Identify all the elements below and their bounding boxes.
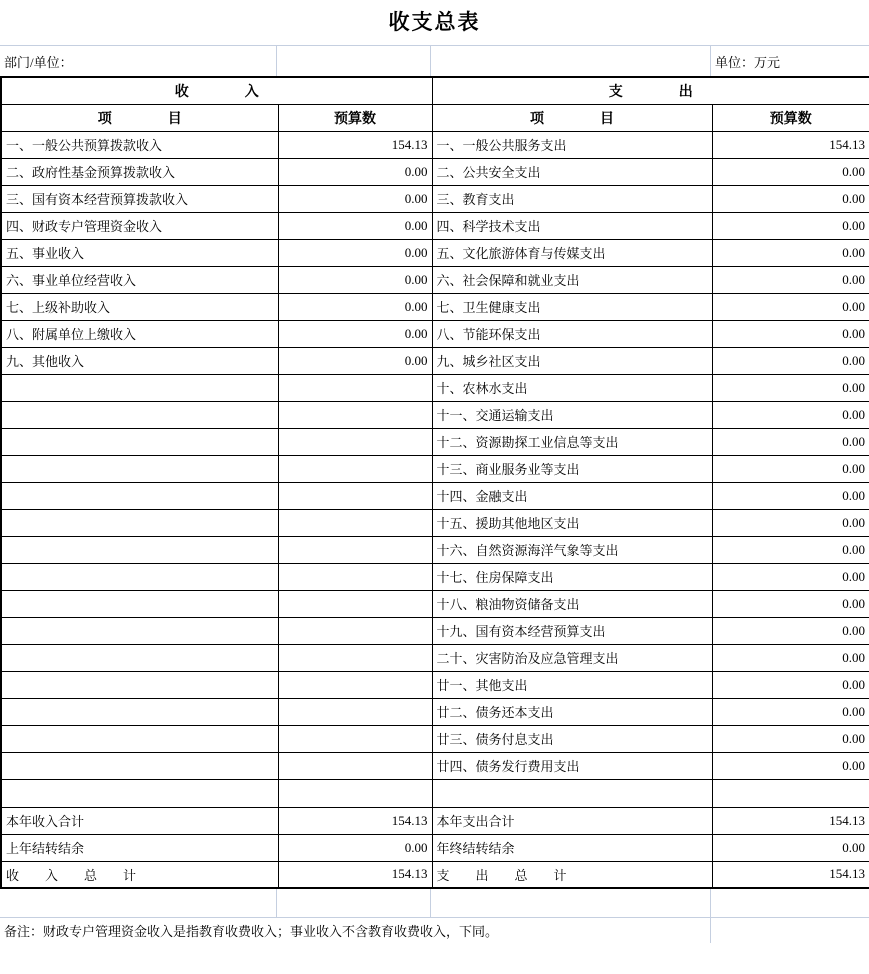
- expense-item-cell: 廿三、债务付息支出: [432, 725, 712, 752]
- empty-cell: [277, 889, 431, 917]
- table-row: [1, 212, 869, 239]
- income-value-cell: [278, 590, 432, 617]
- expense-item-cell: 廿二、债务还本支出: [432, 698, 712, 725]
- table-row: [1, 725, 869, 752]
- expense-value-cell: 0.00: [712, 536, 869, 563]
- income-value-cell: 0.00: [278, 347, 432, 374]
- expense-item-cell: 一、一般公共服务支出: [432, 131, 712, 158]
- unit-label: 单位：万元: [715, 54, 781, 70]
- expense-value-cell: 0.00: [712, 698, 869, 725]
- expense-item-cell: 支 出 总 计: [432, 861, 712, 888]
- table-row: [1, 698, 869, 725]
- income-value-cell: [278, 509, 432, 536]
- expense-value-cell: 0.00: [712, 644, 869, 671]
- income-value-cell: 154.13: [278, 861, 432, 888]
- income-item-cell: 五、事业收入: [1, 239, 278, 266]
- section-header-row: [1, 77, 869, 104]
- income-item-cell: [1, 698, 278, 725]
- expense-value-cell: 0.00: [712, 671, 869, 698]
- income-value-cell: 154.13: [278, 131, 432, 158]
- table-row: [1, 239, 869, 266]
- income-item-cell: [1, 455, 278, 482]
- table-row: [1, 509, 869, 536]
- table-row: [1, 536, 869, 563]
- table-row: [1, 347, 869, 374]
- expense-value-cell: 0.00: [712, 752, 869, 779]
- expense-value-cell: 0.00: [712, 563, 869, 590]
- income-value-cell: [278, 455, 432, 482]
- table-row: [1, 185, 869, 212]
- income-value-cell: [278, 401, 432, 428]
- income-value-cell: 0.00: [278, 212, 432, 239]
- expense-item-cell: 八、节能环保支出: [432, 320, 712, 347]
- empty-cell: [432, 779, 712, 807]
- table-row: [1, 455, 869, 482]
- income-value-cell: [278, 617, 432, 644]
- table-row: [1, 401, 869, 428]
- expense-item-cell: 十一、交通运输支出: [432, 401, 712, 428]
- expense-item-cell: 十四、金融支出: [432, 482, 712, 509]
- expense-value-cell: 0.00: [712, 293, 869, 320]
- page-title: 收支总表: [388, 10, 481, 34]
- expense-item-cell: 四、科学技术支出: [432, 212, 712, 239]
- table-row: [1, 861, 869, 888]
- empty-cell: [712, 779, 869, 807]
- budget-table: [0, 76, 869, 889]
- income-item-cell: [1, 644, 278, 671]
- empty-cell: [278, 779, 432, 807]
- income-item-cell: [1, 563, 278, 590]
- table-row: [1, 752, 869, 779]
- expense-value-cell: 0.00: [712, 401, 869, 428]
- income-item-cell: 七、上级补助收入: [1, 293, 278, 320]
- empty-cell: [1, 779, 278, 807]
- income-item-column-header: 项 目: [1, 104, 278, 131]
- meta-empty-cell-1: [277, 46, 431, 76]
- income-item-cell: [1, 725, 278, 752]
- expense-value-cell: 0.00: [712, 239, 869, 266]
- income-item-cell: [1, 617, 278, 644]
- bottom-empty-row: [0, 889, 869, 917]
- expense-value-cell: 0.00: [712, 590, 869, 617]
- expense-value-cell: 0.00: [712, 374, 869, 401]
- income-item-cell: 本年收入合计: [1, 807, 278, 834]
- expense-value-cell: 0.00: [712, 347, 869, 374]
- income-budget-column-header: 预算数: [278, 104, 432, 131]
- expense-value-cell: 0.00: [712, 725, 869, 752]
- income-item-cell: [1, 590, 278, 617]
- expense-budget-column-header: 预算数: [712, 104, 869, 131]
- income-item-cell: [1, 752, 278, 779]
- expense-item-cell: 廿一、其他支出: [432, 671, 712, 698]
- expense-value-cell: 154.13: [712, 861, 869, 888]
- spacer-row: [1, 779, 869, 807]
- income-item-cell: [1, 536, 278, 563]
- expense-item-cell: 五、文化旅游体育与传媒支出: [432, 239, 712, 266]
- income-value-cell: [278, 671, 432, 698]
- expense-item-cell: 本年支出合计: [432, 807, 712, 834]
- expense-value-cell: 154.13: [712, 131, 869, 158]
- empty-cell: [711, 889, 869, 917]
- total-rows: [1, 807, 869, 888]
- expense-item-cell: 二十、灾害防治及应急管理支出: [432, 644, 712, 671]
- expense-item-column-header: 项 目: [432, 104, 712, 131]
- empty-cell: [711, 918, 869, 943]
- income-value-cell: [278, 482, 432, 509]
- expense-item-cell: 二、公共安全支出: [432, 158, 712, 185]
- income-value-cell: [278, 725, 432, 752]
- income-item-cell: 二、政府性基金预算拨款收入: [1, 158, 278, 185]
- table-row: [1, 266, 869, 293]
- spacer-section: [1, 779, 869, 807]
- table-row: [1, 374, 869, 401]
- income-value-cell: 154.13: [278, 807, 432, 834]
- income-value-cell: [278, 536, 432, 563]
- income-value-cell: [278, 698, 432, 725]
- income-value-cell: [278, 563, 432, 590]
- expense-section-header: 支 出: [432, 77, 869, 104]
- empty-cell: [0, 889, 277, 917]
- expense-item-cell: 九、城乡社区支出: [432, 347, 712, 374]
- expense-item-cell: 十三、商业服务业等支出: [432, 455, 712, 482]
- table-row: [1, 807, 869, 834]
- table-row: [1, 293, 869, 320]
- income-item-cell: [1, 401, 278, 428]
- expense-item-cell: 十五、援助其他地区支出: [432, 509, 712, 536]
- income-value-cell: 0.00: [278, 293, 432, 320]
- expense-item-cell: 十七、住房保障支出: [432, 563, 712, 590]
- expense-item-cell: 六、社会保障和就业支出: [432, 266, 712, 293]
- table-row: [1, 644, 869, 671]
- footnote: 备注：财政专户管理资金收入是指教育收费收入；事业收入不含教育收费收入，下同。: [0, 918, 711, 943]
- expense-value-cell: 0.00: [712, 509, 869, 536]
- table-row: [1, 590, 869, 617]
- note-row: [0, 917, 869, 943]
- expense-value-cell: 0.00: [712, 428, 869, 455]
- income-item-cell: 六、事业单位经营收入: [1, 266, 278, 293]
- column-header-row: [1, 104, 869, 131]
- income-value-cell: 0.00: [278, 239, 432, 266]
- expense-value-cell: 0.00: [712, 320, 869, 347]
- expense-value-cell: 0.00: [712, 482, 869, 509]
- table-row: [1, 131, 869, 158]
- expense-value-cell: 0.00: [712, 266, 869, 293]
- meta-row: [0, 45, 869, 76]
- expense-item-cell: 十二、资源勘探工业信息等支出: [432, 428, 712, 455]
- expense-item-cell: 七、卫生健康支出: [432, 293, 712, 320]
- income-item-cell: 收 入 总 计: [1, 861, 278, 888]
- expense-value-cell: 0.00: [712, 212, 869, 239]
- income-item-cell: [1, 671, 278, 698]
- income-value-cell: 0.00: [278, 158, 432, 185]
- expense-value-cell: 0.00: [712, 455, 869, 482]
- table-row: [1, 320, 869, 347]
- table-row: [1, 563, 869, 590]
- expense-value-cell: 0.00: [712, 834, 869, 861]
- expense-item-cell: 十八、粮油物资储备支出: [432, 590, 712, 617]
- expense-item-cell: 十、农林水支出: [432, 374, 712, 401]
- expense-value-cell: 0.00: [712, 185, 869, 212]
- expense-item-cell: 廿四、债务发行费用支出: [432, 752, 712, 779]
- income-item-cell: [1, 374, 278, 401]
- table-row: [1, 158, 869, 185]
- income-item-cell: [1, 428, 278, 455]
- income-item-cell: 九、其他收入: [1, 347, 278, 374]
- expense-value-cell: 0.00: [712, 617, 869, 644]
- income-value-cell: 0.00: [278, 185, 432, 212]
- expense-item-cell: 三、教育支出: [432, 185, 712, 212]
- income-item-cell: [1, 482, 278, 509]
- table-row: [1, 617, 869, 644]
- income-item-cell: 一、一般公共预算拨款收入: [1, 131, 278, 158]
- income-value-cell: [278, 374, 432, 401]
- income-value-cell: 0.00: [278, 834, 432, 861]
- meta-empty-cell-2: [431, 46, 711, 76]
- empty-cell: [431, 889, 711, 917]
- income-value-cell: [278, 428, 432, 455]
- income-value-cell: [278, 752, 432, 779]
- income-section-header: 收 入: [1, 77, 432, 104]
- income-item-cell: 上年结转结余: [1, 834, 278, 861]
- income-value-cell: [278, 644, 432, 671]
- table-row: [1, 482, 869, 509]
- expense-item-cell: 十九、国有资本经营预算支出: [432, 617, 712, 644]
- income-value-cell: 0.00: [278, 320, 432, 347]
- data-rows: [1, 131, 869, 779]
- table-row: [1, 671, 869, 698]
- income-item-cell: 四、财政专户管理资金收入: [1, 212, 278, 239]
- income-item-cell: 八、附属单位上缴收入: [1, 320, 278, 347]
- expense-item-cell: 十六、自然资源海洋气象等支出: [432, 536, 712, 563]
- income-item-cell: 三、国有资本经营预算拨款收入: [1, 185, 278, 212]
- table-row: [1, 428, 869, 455]
- expense-value-cell: 154.13: [712, 807, 869, 834]
- income-value-cell: 0.00: [278, 266, 432, 293]
- department-unit-label: 部门/单位：: [0, 46, 277, 76]
- expense-value-cell: 0.00: [712, 158, 869, 185]
- income-item-cell: [1, 509, 278, 536]
- table-row: [1, 834, 869, 861]
- expense-item-cell: 年终结转结余: [432, 834, 712, 861]
